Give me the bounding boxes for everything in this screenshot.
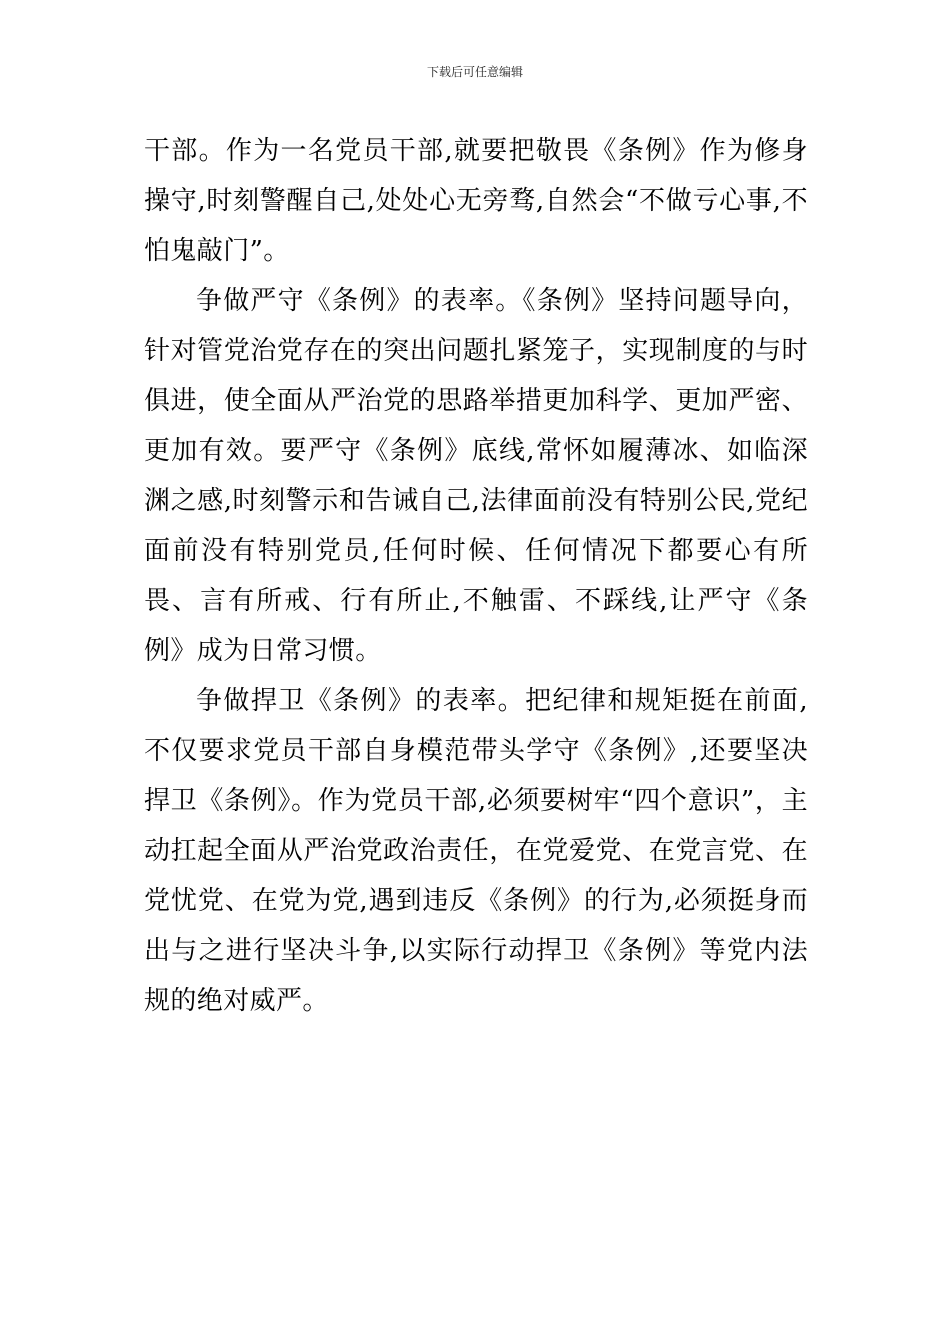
document-body <box>144 126 808 1026</box>
paragraph-1: 干部。作为一名党员干部,就要把敬畏《条例》作为修身操守,时刻警醒自己,处处心无旁骛,自然会“不做亏心事,不怕鬼敲门”。 <box>144 136 808 266</box>
paragraph-3: 争做捍卫《条例》的表率。把纪律和规矩挺在前面,不仅要求党员干部自身模范带头学守《条例》,还要坚决捍卫《条例》。作为党员干部,必须要树牢“四个意识”，主动扛起全面从严治党政治责任，在党爱党、在党言党、在党忧党、在党为党,遇到违反《条例》的行为,必须挺身而出与之进行坚决斗争,以实际行动捍卫《条例》等党内法规的绝对威严。 <box>144 686 808 1016</box>
paragraph-2: 争做严守《条例》的表率。《条例》坚持问题导向，针对管党治党存在的突出问题扎紧笼子，实现制度的与时俱进，使全面从严治党的思路举措更加科学、更加严密、更加有效。要严守《条例》底线,常怀如履薄冰、如临深渊之感,时刻警示和告诫自己,法律面前没有特别公民,党纪面前没有特别党员,任何时候、任何情况下都要心有所畏、言有所戒、行有所止,不触雷、不踩线,让严守《条例》成为日常习惯。 <box>144 286 808 666</box>
page-header: 下载后可任意编辑 <box>426 65 523 79</box>
